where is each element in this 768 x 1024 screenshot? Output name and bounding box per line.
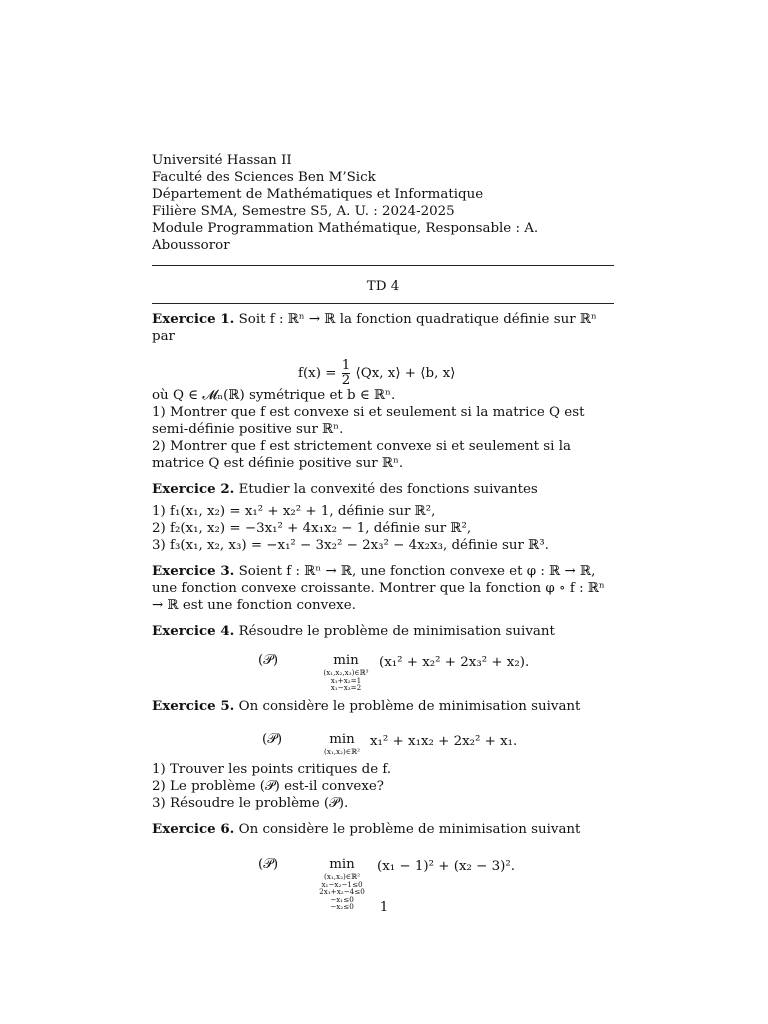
exercise-1-q1: 1) Montrer que f est convexe si et seulement si la matrice Q est semi-définie positive sur ℝⁿ. bbox=[152, 405, 585, 437]
min-text: min bbox=[329, 857, 355, 872]
exercise-6-intro: On considère le problème de minimisation suivant bbox=[238, 822, 581, 837]
min-subscript-constraint-2: x₁−x₃=2 bbox=[330, 683, 362, 693]
min-subscript-constraint-4: −x₂≤0 bbox=[330, 902, 354, 912]
problem-P-label: (𝒫) bbox=[258, 653, 279, 668]
exercise-5-label: Exercice 5. bbox=[152, 698, 235, 714]
min-subscript-domain: (x₁,x₂)∈ℝ² bbox=[324, 872, 360, 881]
min-subscript-constraint-2: 2x₁+x₂−4≤0 bbox=[319, 887, 365, 897]
faculty-name: Faculté des Sciences Ben M’Sick bbox=[152, 170, 376, 185]
fraction-denominator: 2 bbox=[341, 373, 351, 388]
objective-expression: x₁² + x₁x₂ + 2x₂² + x₁. bbox=[370, 734, 518, 749]
module-info: Module Programmation Mathématique, Responsable : A. Aboussoror bbox=[152, 221, 539, 253]
formula-lhs: f(x) = bbox=[298, 366, 337, 381]
exercise-1 bbox=[152, 311, 614, 472]
exercise-6 bbox=[152, 821, 614, 910]
exercise-4-problem bbox=[152, 646, 614, 692]
exercise-5-q3: 3) Résoudre le problème (𝒫). bbox=[152, 796, 349, 811]
min-subscript-domain: (x₁,x₂,x₃)∈ℝ³ bbox=[323, 668, 369, 677]
exercise-5 bbox=[152, 698, 614, 812]
min-subscript-domain: (x₁,x₂)∈ℝ² bbox=[324, 747, 360, 756]
exercise-4-label: Exercice 4. bbox=[152, 623, 235, 639]
program-info: Filière SMA, Semestre S5, A. U. : 2024-2025 bbox=[152, 204, 455, 219]
header-block bbox=[152, 152, 614, 254]
objective-expression: (x₁ − 1)² + (x₂ − 3)². bbox=[377, 859, 515, 874]
top-rule bbox=[152, 265, 614, 266]
exercise-2-intro: Etudier la convexité des fonctions suivantes bbox=[238, 482, 538, 497]
problem-P-label: (𝒫) bbox=[262, 732, 283, 747]
exercise-2 bbox=[152, 481, 614, 554]
min-text: min bbox=[333, 653, 359, 668]
exercise-1-formula bbox=[152, 349, 614, 387]
min-subscript-constraint-3: −x₁≤0 bbox=[330, 894, 354, 904]
exercise-2-item-3: 3) f₃(x₁, x₂, x₃) = −x₁² − 3x₂² − 2x₃² − 4x₂x₃, définie sur ℝ³. bbox=[152, 538, 549, 553]
min-operator bbox=[310, 652, 382, 692]
page-title: TD 4 bbox=[366, 279, 400, 294]
exercise-3-text: Soient f : ℝⁿ → ℝ, une fonction convexe et φ : ℝ → ℝ, une fonction convexe croissante. Montrer que la fonction φ ∘ f : ℝⁿ → ℝ est une fonction convexe. bbox=[152, 564, 605, 613]
min-operator bbox=[312, 731, 372, 756]
exercise-1-intro: Soit f : ℝⁿ → ℝ la fonction quadratique définie sur ℝⁿ par bbox=[152, 312, 597, 344]
title-rule bbox=[152, 303, 614, 304]
department-name: Département de Mathématiques et Informatique bbox=[152, 187, 484, 202]
objective-expression: (x₁² + x₂² + 2x₃² + x₂). bbox=[379, 655, 530, 670]
fraction-half bbox=[342, 359, 351, 388]
exercise-5-q2: 2) Le problème (𝒫) est-il convexe? bbox=[152, 779, 384, 794]
exercise-5-q1: 1) Trouver les points critiques de f. bbox=[152, 762, 392, 777]
document-page bbox=[152, 152, 614, 910]
exercise-3 bbox=[152, 563, 614, 614]
min-subscript-constraint-1: x₁−x₂−1≤0 bbox=[321, 879, 363, 889]
exercise-4-intro: Résoudre le problème de minimisation suivant bbox=[238, 624, 555, 639]
fraction-numerator: 1 bbox=[341, 358, 351, 373]
exercise-2-item-2: 2) f₂(x₁, x₂) = −3x₁² + 4x₁x₂ − 1, définie sur ℝ², bbox=[152, 521, 472, 536]
exercise-1-where: où Q ∈ 𝓜ₙ(ℝ) symétrique et b ∈ ℝⁿ. bbox=[152, 388, 396, 403]
exercise-4 bbox=[152, 623, 614, 692]
exercise-2-label: Exercice 2. bbox=[152, 481, 235, 497]
exercise-1-q2: 2) Montrer que f est strictement convexe si et seulement si la matrice Q est définie positive sur ℝⁿ. bbox=[152, 439, 571, 471]
exercise-6-label: Exercice 6. bbox=[152, 821, 235, 837]
exercise-2-item-1: 1) f₁(x₁, x₂) = x₁² + x₂² + 1, définie sur ℝ², bbox=[152, 504, 436, 519]
exercise-1-label: Exercice 1. bbox=[152, 311, 235, 327]
min-subscript-constraint-1: x₁+x₂=1 bbox=[330, 675, 362, 685]
exercise-5-problem bbox=[152, 719, 614, 759]
exercise-3-label: Exercice 3. bbox=[152, 563, 235, 579]
exercise-5-intro: On considère le problème de minimisation suivant bbox=[238, 699, 581, 714]
university-name: Université Hassan II bbox=[152, 153, 292, 168]
formula-rhs: ⟨Qx, x⟩ + ⟨b, x⟩ bbox=[355, 366, 456, 381]
min-text: min bbox=[329, 732, 355, 747]
page-number: 1 bbox=[379, 900, 389, 915]
problem-P-label: (𝒫) bbox=[258, 857, 279, 872]
